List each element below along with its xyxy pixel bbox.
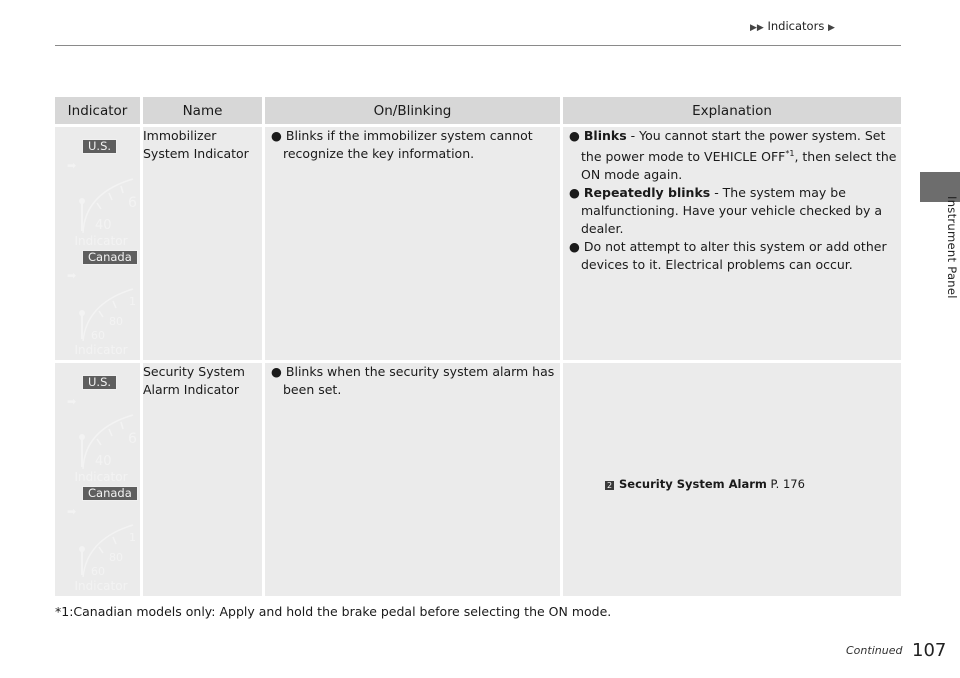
gauge-tick-label: 6 — [128, 431, 137, 447]
gauge-tick-label: 40 — [95, 454, 112, 469]
indicator-name-line: Immobilizer — [143, 128, 217, 143]
region-tag-canada: Canada — [82, 486, 138, 501]
gauge-tick-label: 1 — [129, 531, 136, 544]
continued-label: Continued — [846, 644, 903, 657]
indicator-name-line: Security System — [143, 364, 245, 379]
explanation-cell — [563, 124, 901, 360]
reference-page: P. 176 — [766, 477, 805, 491]
column-header-on-blinking: On/Blinking — [265, 97, 563, 124]
gauge-icon — [75, 521, 141, 579]
reference-arrow-icon: 2 — [606, 481, 613, 490]
gauge-tick-label: 80 — [109, 551, 123, 564]
gauge-icon — [75, 285, 141, 343]
gauge-tick-label: 80 — [109, 315, 123, 328]
footnote: *1:Canadian models only: Apply and hold the brake pedal before selecting the ON mode. — [55, 604, 612, 619]
bullet-item: ● Repeatedly blinks - The system may be malfunctioning. Have your vehicle checked by a dealer. — [569, 185, 883, 237]
indicator-name-line: System Indicator — [143, 146, 249, 161]
name-cell — [143, 124, 265, 360]
gauge-tick-label: 1 — [129, 295, 136, 308]
indicator-label: Indicator — [74, 470, 128, 484]
security-indicator-lamp — [55, 363, 140, 596]
page-number: 107 — [912, 640, 947, 661]
header-rule — [55, 45, 901, 46]
on-blinking-cell — [265, 360, 563, 596]
column-header-indicator: Indicator — [55, 97, 143, 124]
gauge-tick-label: 40 — [95, 218, 112, 233]
gauge-icon — [75, 173, 141, 235]
on-blinking-cell — [265, 124, 563, 360]
header-title: Indicators — [767, 19, 825, 33]
cross-reference-link[interactable] — [563, 363, 901, 493]
bullet-item: ● Blinks when the security system alarm has been set. — [271, 364, 555, 397]
region-tag-us: U.S. — [82, 375, 117, 390]
section-label: Instrument Panel — [945, 196, 959, 299]
explanation-cell — [563, 360, 901, 596]
bullet-item: ● Blinks if the immobilizer system cannot recognize the key information. — [271, 128, 533, 161]
arrow-icon: ▶ — [827, 23, 835, 33]
column-header-explanation: Explanation — [563, 97, 901, 124]
table-row — [55, 360, 901, 596]
indicator-table — [55, 97, 901, 596]
arrow-icon: ➡ — [67, 269, 77, 282]
indicator-name-line: Alarm Indicator — [143, 382, 239, 397]
gauge-tick-label: 60 — [91, 329, 105, 342]
indicator-cell — [55, 360, 143, 596]
page-header — [750, 19, 910, 33]
reference-title: Security System Alarm — [619, 477, 767, 491]
indicator-label: Indicator — [74, 343, 128, 357]
bullet-item: ● Blinks - You cannot start the power system. Set the power mode to VEHICLE OFF$^{*1}$, then select the ON mode again. — [569, 128, 897, 183]
arrow-icon: ➡ — [67, 159, 77, 172]
indicator-cell — [55, 124, 143, 360]
gauge-tick-label: 60 — [91, 565, 105, 578]
indicator-label: Indicator — [74, 579, 128, 593]
arrow-icon: ➡ — [67, 505, 77, 518]
immobilizer-indicator-lamp — [55, 127, 140, 360]
name-cell — [143, 360, 265, 596]
table-row — [55, 124, 901, 360]
gauge-tick-label: 6 — [128, 195, 137, 211]
arrow-icon: ➡ — [67, 395, 77, 408]
gauge-icon — [75, 409, 141, 471]
double-arrow-icon: ▶▶ — [750, 23, 764, 33]
footnote-ref: *1 — [785, 149, 795, 158]
indicator-label: Indicator — [74, 234, 128, 248]
bullet-item: ● Do not attempt to alter this system or add other devices to it. Electrical problems can occur. — [569, 239, 887, 273]
column-header-name: Name — [143, 97, 265, 124]
table-header-row — [55, 97, 901, 124]
region-tag-canada: Canada — [82, 250, 138, 265]
region-tag-us: U.S. — [82, 139, 117, 154]
